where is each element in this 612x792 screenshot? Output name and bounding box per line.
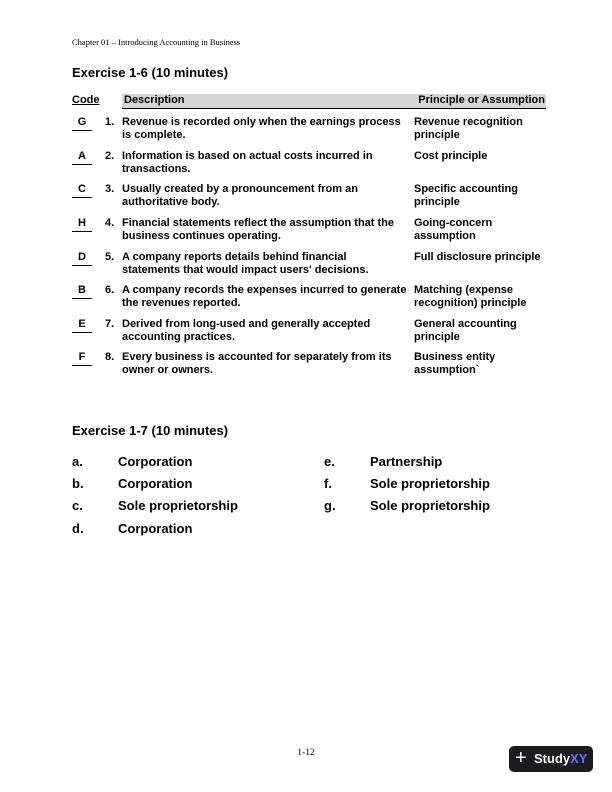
table-row xyxy=(72,183,546,215)
item-number: 8. xyxy=(105,351,115,363)
item-principle: Full disclosure principle xyxy=(414,251,541,263)
page-number: 1-12 xyxy=(297,748,315,758)
item-answer: Sole proprietorship xyxy=(118,498,238,513)
item-number: 3. xyxy=(105,183,115,195)
item-principle: Revenue recognition principle xyxy=(414,116,523,141)
plus-icon: + xyxy=(515,747,527,769)
exercise-1-6-title: Exercise 1-6 (10 minutes) xyxy=(72,65,229,80)
description-column-header: Description xyxy=(124,94,185,106)
item-description: Usually created by a pronouncement from an authoritative body. xyxy=(122,183,358,208)
table-header xyxy=(72,94,546,108)
item-principle: Business entity assumption` xyxy=(414,351,496,376)
item-principle: Cost principle xyxy=(414,150,488,162)
answer-code: D xyxy=(72,251,92,266)
item-answer: Sole proprietorship xyxy=(370,498,490,513)
principle-column-header: Principle or Assumption xyxy=(418,94,545,106)
item-principle: General accounting principle xyxy=(414,318,517,343)
item-description: Derived from long-used and generally accepted accounting practices. xyxy=(122,318,371,343)
answer-code: C xyxy=(72,183,92,198)
item-answer: Partnership xyxy=(370,454,443,469)
running-header: Chapter 01 – Introducing Accounting in Business xyxy=(72,37,241,47)
answer-code: H xyxy=(72,217,92,232)
item-principle: Specific accounting principle xyxy=(414,183,518,208)
answer-code: B xyxy=(72,284,92,299)
badge-label xyxy=(534,751,587,766)
badge-accent: XY xyxy=(570,751,588,766)
item-description: Financial statements reflect the assumption that the business continues operating. xyxy=(122,217,395,242)
item-number: 5. xyxy=(105,251,115,263)
table-row xyxy=(72,284,546,316)
item-description: A company reports details behind financial statements that would impact users' decisions. xyxy=(122,251,369,276)
item-number: 7. xyxy=(105,318,115,330)
item-description: Every business is accounted for separately from its owner or owners. xyxy=(122,351,392,376)
item-letter: g. xyxy=(324,498,336,513)
item-number: 4. xyxy=(105,217,115,229)
item-number: 2. xyxy=(105,150,115,162)
item-answer: Corporation xyxy=(118,454,193,469)
table-row xyxy=(72,150,546,182)
item-letter: d. xyxy=(72,521,84,536)
item-description: Revenue is recorded only when the earnings process is complete. xyxy=(122,116,401,141)
item-letter: e. xyxy=(324,454,335,469)
item-letter: f. xyxy=(324,476,332,491)
item-principle: Matching (expense recognition) principle xyxy=(414,284,527,309)
studyxy-badge[interactable] xyxy=(509,746,593,772)
table-row xyxy=(72,318,546,350)
item-answer: Corporation xyxy=(118,476,193,491)
answer-code: E xyxy=(72,318,92,333)
item-number: 6. xyxy=(105,284,115,296)
item-answer: Corporation xyxy=(118,521,193,536)
table-row xyxy=(72,116,546,148)
item-letter: c. xyxy=(72,498,83,513)
item-description: Information is based on actual costs incurred in transactions. xyxy=(122,150,373,175)
item-description: A company records the expenses incurred to generate the revenues reported. xyxy=(122,284,407,309)
item-number: 1. xyxy=(105,116,115,128)
header-bar xyxy=(122,94,546,109)
item-letter: b. xyxy=(72,476,84,491)
item-answer: Sole proprietorship xyxy=(370,476,490,491)
code-column-header: Code xyxy=(72,94,100,106)
answer-code: A xyxy=(72,150,92,165)
item-principle: Going-concern assumption xyxy=(414,217,493,242)
table-row xyxy=(72,217,546,249)
exercise-1-7-title: Exercise 1-7 (10 minutes) xyxy=(72,423,229,438)
item-letter: a. xyxy=(72,454,83,469)
table-row xyxy=(72,351,546,383)
badge-word: Study xyxy=(534,751,571,766)
table-row xyxy=(72,251,546,283)
answer-code: G xyxy=(72,116,92,131)
answer-code: F xyxy=(72,351,92,366)
